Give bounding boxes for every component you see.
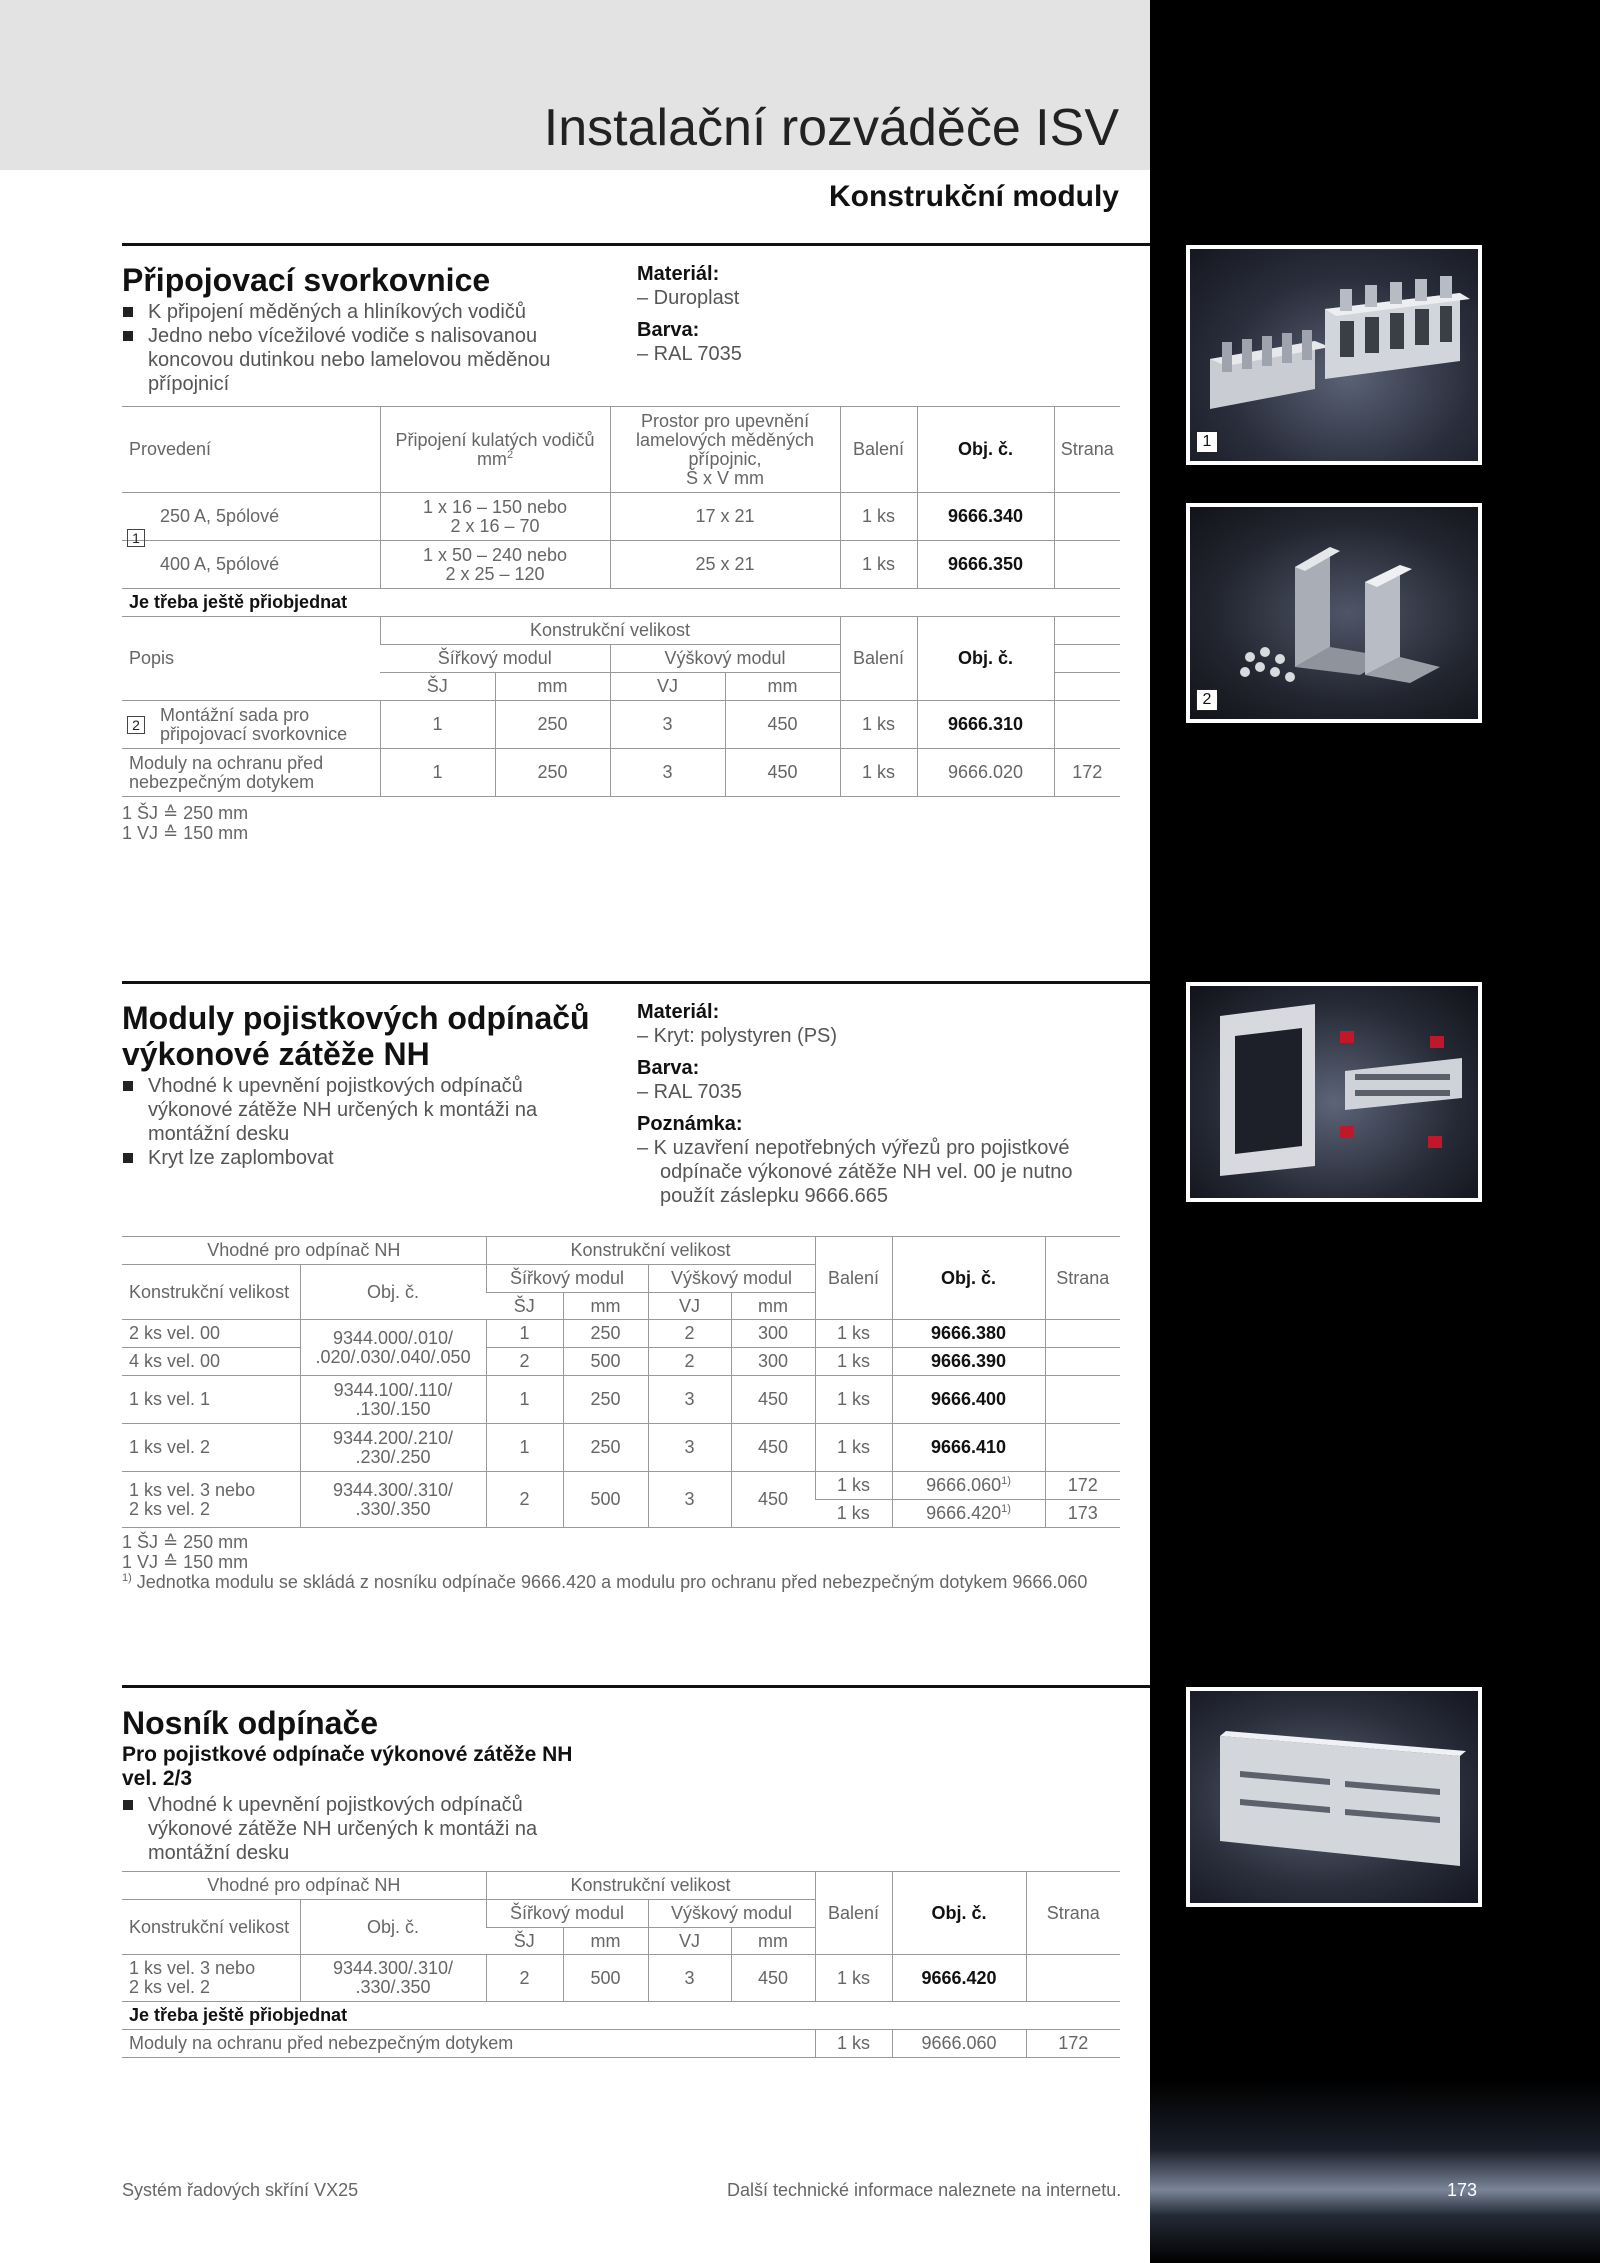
- feature-item: Vhodné k upevnění pojistkových odpínačů výkonové zátěže NH určených k montáži na montážní desku: [122, 1074, 577, 1146]
- col-header: Prostor pro upevnění lamelových měděných přípojnic, Š x V mm: [610, 407, 840, 493]
- table-row: Moduly na ochranu před nebezpečným dotykem 1 250 3 450 1 ks 9666.020 172: [122, 749, 1120, 797]
- product-photo-fuse-modules: [1186, 982, 1482, 1202]
- col-header: Konstrukční velikost: [486, 1237, 815, 1265]
- section-title: Připojovací svorkovnice: [122, 262, 491, 298]
- section-title: Moduly pojistkových odpínačů výkonové zátěže NH: [122, 1000, 590, 1072]
- col-header: Vhodné pro odpínač NH: [122, 1237, 486, 1265]
- note-value: – K uzavření nepotřebných výřezů pro pojistkové odpínače výkonové zátěže NH vel. 00 je nutno použít záslepku 9666.665: [637, 1137, 1073, 1207]
- spec-column: [637, 1000, 1137, 1208]
- feature-item: Kryt lze zaplombovat: [122, 1146, 577, 1170]
- product-photo-terminal-blocks: [1186, 245, 1482, 465]
- table-row: Moduly na ochranu před nebezpečným dotykem 1 ks 9666.060 172: [122, 2030, 1120, 2058]
- order-number: 9666.420: [892, 1955, 1026, 2002]
- photo-badge: 2: [1196, 689, 1218, 711]
- unit-notes: 1 ŠJ ≙ 250 mm 1 VJ ≙ 150 mm $^{1)}$ Jednotka modulu se skládá z nosníku odpínače 9666.420 a modulu pro ochranu před nebezpečným dotykem 9666.060: [122, 1532, 1088, 1592]
- order-number: 9666.060$^{1)}$: [892, 1472, 1045, 1500]
- fuse-module-table: Vhodné pro odpínač NH Konstrukční velikost Balení Obj. č. Strana Konstrukční velikost Obj. č. Šířkový modul Výškový modul ŠJ mm VJ mm 2 ks vel. 00 9344.000/.010/ .020/.030/.040/.050 1 250 2 300 1 ks 9666.380 4 ks vel. 00 2 500 2 300 1 ks 9666.390 1 ks vel. 1 9344.100/.110/ .130/.150 1 250 3 450 1 ks 9666.400 1 ks vel. 2 9344.200/.210/ .230/.250 1 250 3 450 1 ks 9666.410 1 ks vel. 3 nebo 2 ks vel. 2 9344.300/.310/ .330/.350 2 500 3 450 1 ks 9666.060$^{1)}$ 172 1 ks 9666.420$^{1)}$ 173: [122, 1236, 1120, 1528]
- footer-left: Systém řadových skříní VX25: [122, 2180, 359, 2200]
- page-ref: 172: [1026, 2030, 1120, 2058]
- switch-support-illustration: [1190, 1691, 1478, 1903]
- col-header: Šířkový modul: [380, 645, 610, 673]
- section-switch-support-rail: [122, 1705, 1122, 1865]
- col-header: Šířkový modul: [486, 1900, 648, 1928]
- col-header: Obj. č.: [300, 1265, 486, 1320]
- order-number: 9666.390: [892, 1348, 1045, 1376]
- product-ref-badge: 2: [127, 716, 145, 734]
- order-number: 9666.020: [917, 749, 1054, 797]
- order-number: 9666.420$^{1)}$: [892, 1500, 1045, 1528]
- page-number: 173: [1447, 2180, 1478, 2200]
- table-row: 1 ks 9666.420$^{1)}$ 173: [122, 1500, 1120, 1528]
- order-number: 9666.340: [917, 493, 1054, 541]
- order-also-heading: Je třeba ještě přiobjednat: [122, 2002, 1120, 2030]
- col-header: Obj. č.: [892, 1237, 1045, 1320]
- material-value: – Kryt: polystyren (PS): [637, 1025, 838, 1047]
- support-rail-table: Vhodné pro odpínač NH Konstrukční velikost Balení Obj. č. Strana Konstrukční velikost Obj. č. Šířkový modul Výškový modul ŠJ mm VJ mm 1 ks vel. 3 nebo 2 ks vel. 2 9344.300/.310/ .330/.350 2 500 3 450 1 ks 9666.420 Je třeba ještě přiobjednat Moduly na ochranu před nebezpečným dotykem 1 ks 9666.060 172: [122, 1871, 1120, 2058]
- col-header: Výškový modul: [648, 1265, 815, 1293]
- table-row: 2 ks vel. 00 9344.000/.010/ .020/.030/.040/.050 1 250 2 300 1 ks 9666.380: [122, 1320, 1120, 1348]
- feature-item: K připojení měděných a hliníkových vodičů: [122, 300, 577, 324]
- page-subtitle: Konstrukční moduly: [828, 180, 1119, 213]
- section-subtitle: Pro pojistkové odpínače výkonové zátěže NH vel. 2/3: [122, 1743, 573, 1790]
- order-number: 9666.350: [917, 541, 1054, 589]
- col-header: Obj. č.: [892, 1872, 1026, 1955]
- col-header: Strana: [1045, 1237, 1120, 1320]
- sidebar-light-streak: [1150, 2080, 1600, 2263]
- order-number: 9666.400: [892, 1376, 1045, 1424]
- col-header: Konstrukční velikost: [486, 1872, 815, 1900]
- table-row: 1 ks vel. 3 nebo 2 ks vel. 2 9344.300/.310/ .330/.350 2 500 3 450 1 ks 9666.420: [122, 1955, 1120, 2002]
- section-divider: [122, 1685, 1150, 1688]
- feature-item: Jedno nebo vícežilové vodiče s nalisovanou koncovou dutinkou nebo lamelovou měděnou přípojnicí: [122, 324, 577, 396]
- feature-item: Vhodné k upevnění pojistkových odpínačů výkonové zátěže NH určených k montáži na montážní desku: [122, 1793, 612, 1865]
- page-ref: 173: [1045, 1500, 1120, 1528]
- page-ref: 172: [1045, 1472, 1120, 1500]
- note-label: Poznámka:: [637, 1113, 743, 1135]
- color-value: – RAL 7035: [637, 343, 742, 365]
- material-value: – Duroplast: [637, 287, 740, 309]
- order-number: 9666.310: [917, 701, 1054, 749]
- table-row: 1 ks vel. 3 nebo 2 ks vel. 2 9344.300/.310/ .330/.350 2 500 3 450 1 ks 9666.060$^{1)}$ 172: [122, 1472, 1120, 1500]
- col-header: Strana: [1054, 407, 1120, 493]
- color-value: – RAL 7035: [637, 1081, 742, 1103]
- table-row: 1 ks vel. 2 9344.200/.210/ .230/.250 1 250 3 450 1 ks 9666.410: [122, 1424, 1120, 1472]
- spec-column: [637, 262, 1137, 366]
- col-header: Balení: [840, 407, 917, 493]
- section-fuse-switch-modules: [122, 1000, 1122, 1207]
- col-header: Provedení: [122, 407, 380, 493]
- section-title: Nosník odpínače: [122, 1705, 379, 1741]
- col-header: Šířkový modul: [486, 1265, 648, 1293]
- feature-list: [122, 1793, 612, 1865]
- terminal-blocks-illustration: [1190, 249, 1478, 461]
- page-title: Instalační rozváděče ISV: [543, 99, 1119, 157]
- material-label: Materiál:: [637, 1001, 720, 1023]
- table-row: 2 Montážní sada pro připojovací svorkovnice 1 250 3 450 1 ks 9666.310: [122, 701, 1120, 749]
- section-divider: [122, 243, 1150, 246]
- page-ref: 172: [1054, 749, 1120, 797]
- col-header: Obj. č.: [917, 617, 1054, 701]
- order-number: 9666.060: [892, 2030, 1026, 2058]
- terminal-table: Provedení Připojení kulatých vodičů $mm^2$ Prostor pro upevnění lamelových měděných přípojnic, Š x V mm Balení Obj. č. Strana 250 A, 5pólové 1 x 16 – 150 nebo 2 x 16 – 70 17 x 21 1 ks 9666.340 1 400 A, 5pólové 1 x 50 – 240 nebo 2 x 25 – 120 25 x 21 1 ks 9666.350 Je třeba ještě přiobjednat Popis Konstrukční velikost Balení Obj. č. Šířkový modul Výškový modul ŠJ mm VJ mm 2 Montážní sada pro připojovací svorkovnice 1 250 3 450 1 ks 9666.310 Moduly na ochranu před nebezpečným dotykem 1 250 3 450 1 ks 9666.020 172: [122, 406, 1120, 797]
- unit-notes: 1 ŠJ ≙ 250 mm 1 VJ ≙ 150 mm: [122, 803, 249, 843]
- table-row: 4 ks vel. 00 2 500 2 300 1 ks 9666.390: [122, 1348, 1120, 1376]
- col-header: Popis: [122, 617, 380, 701]
- section-terminal-blocks: [122, 262, 1122, 396]
- feature-list: [122, 1074, 577, 1170]
- photo-badge: 1: [1196, 431, 1218, 453]
- product-ref-badge: 1: [127, 529, 145, 547]
- color-label: Barva:: [637, 319, 700, 341]
- table-row: 1 400 A, 5pólové 1 x 50 – 240 nebo 2 x 25 – 120 25 x 21 1 ks 9666.350: [122, 541, 1120, 589]
- col-header: Výškový modul: [648, 1900, 815, 1928]
- col-header: Balení: [815, 1237, 892, 1320]
- col-header: Strana: [1026, 1872, 1120, 1955]
- footer-center: Další technické informace naleznete na internetu.: [727, 2180, 1122, 2200]
- material-label: Materiál:: [637, 263, 720, 285]
- col-header: Připojení kulatých vodičů $mm^2$: [380, 407, 610, 493]
- order-also-heading: Je třeba ještě přiobjednat: [122, 589, 1120, 617]
- fuse-modules-illustration: [1190, 986, 1478, 1198]
- col-header: Konstrukční velikost: [122, 1265, 300, 1320]
- col-header: Balení: [815, 1872, 892, 1955]
- table-row: 250 A, 5pólové 1 x 16 – 150 nebo 2 x 16 – 70 17 x 21 1 ks 9666.340: [122, 493, 1120, 541]
- feature-list: [122, 300, 577, 396]
- col-header: Konstrukční velikost: [380, 617, 840, 645]
- order-number: 9666.380: [892, 1320, 1045, 1348]
- color-label: Barva:: [637, 1057, 700, 1079]
- section-divider: [122, 981, 1150, 984]
- col-header: Obj. č.: [300, 1900, 486, 1955]
- table-row: 1 ks vel. 1 9344.100/.110/ .130/.150 1 250 3 450 1 ks 9666.400: [122, 1376, 1120, 1424]
- col-header: Balení: [840, 617, 917, 701]
- col-header: Vhodné pro odpínač NH: [122, 1872, 486, 1900]
- col-header: Konstrukční velikost: [122, 1900, 300, 1955]
- footnote: $^{1)}$ Jednotka modulu se skládá z nosníku odpínače 9666.420 a modulu pro ochranu před nebezpečným dotykem 9666.060: [122, 1572, 1088, 1592]
- product-photo-switch-support: [1186, 1687, 1482, 1907]
- col-header: Výškový modul: [610, 645, 840, 673]
- product-photo-mounting-kit: [1186, 503, 1482, 723]
- mounting-kit-illustration: [1190, 507, 1478, 719]
- order-number: 9666.410: [892, 1424, 1045, 1472]
- col-header: Obj. č.: [917, 407, 1054, 493]
